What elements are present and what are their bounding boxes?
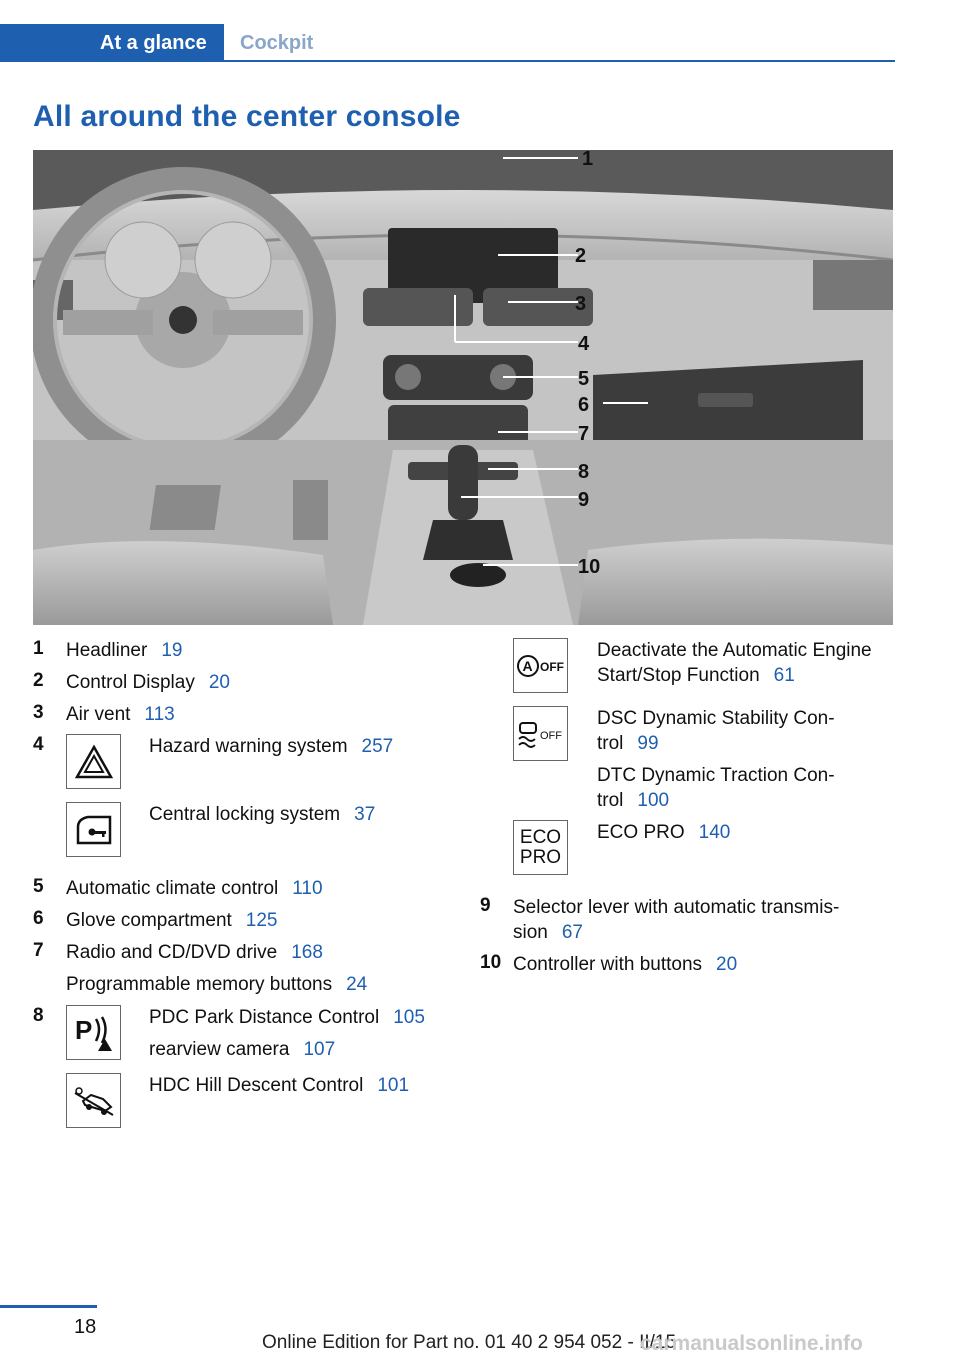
item-number: 1 <box>33 638 44 659</box>
item-label: Air vent <box>66 704 131 725</box>
footer-rule <box>0 1305 97 1308</box>
list-item <box>513 952 737 977</box>
page-ref-link[interactable]: 105 <box>393 1007 425 1028</box>
item-number: 7 <box>33 940 44 961</box>
page-ref-link[interactable]: 19 <box>161 640 183 661</box>
page-ref-link[interactable]: 257 <box>361 736 394 757</box>
auto-start-stop-off-icon <box>513 638 568 693</box>
tab-cockpit[interactable]: Cockpit <box>240 32 314 54</box>
list-item <box>66 702 175 727</box>
tab-at-a-glance[interactable]: At a glance <box>0 24 224 62</box>
page-ref-link[interactable]: 125 <box>245 910 278 931</box>
item-label: trol <box>597 790 624 811</box>
item-number: 2 <box>33 670 44 691</box>
item-label: HDC Hill Descent Control <box>149 1075 364 1096</box>
item-number: 4 <box>33 734 44 755</box>
callout-4: 4 <box>578 333 590 355</box>
item-number: 10 <box>480 952 502 973</box>
callout-5: 5 <box>578 368 590 390</box>
item-label: Programmable memory buttons <box>66 974 333 995</box>
item-label: sion <box>513 922 548 943</box>
list-item <box>66 876 323 901</box>
page-ref-link[interactable]: 113 <box>144 704 175 725</box>
page-ref-link[interactable]: 67 <box>561 922 583 943</box>
list-item <box>149 802 375 827</box>
callout-3: 3 <box>575 293 587 315</box>
item-number: 5 <box>33 876 44 897</box>
icon-text: OFF <box>539 659 564 674</box>
list-item <box>597 763 835 813</box>
callout-7: 7 <box>578 423 590 445</box>
list-item <box>66 972 367 997</box>
item-label: DSC Dynamic Stability Con- <box>597 708 835 729</box>
list-item <box>66 940 323 965</box>
central-locking-icon <box>66 802 121 857</box>
center-console-illustration <box>33 150 893 625</box>
list-item <box>597 820 730 845</box>
page-ref-link[interactable]: 107 <box>303 1039 336 1060</box>
list-item <box>149 1005 425 1030</box>
item-label: Controller with buttons <box>513 954 703 975</box>
item-label: Control Display <box>66 672 195 693</box>
item-label: Selector lever with automatic transmis- <box>513 897 840 918</box>
icon-text: PRO <box>519 846 562 868</box>
icon-text: OFF <box>539 729 562 742</box>
edition-text: Online Edition for Part no. 01 40 2 954 052 - II/15 <box>262 1332 677 1353</box>
callout-6: 6 <box>578 394 590 416</box>
item-label: Deactivate the Automatic Engine <box>597 640 872 661</box>
item-label: Headliner <box>66 640 148 661</box>
page-ref-link[interactable]: 110 <box>292 878 323 899</box>
item-label: PDC Park Distance Control <box>149 1007 380 1028</box>
list-item <box>149 1037 335 1062</box>
list-item <box>66 638 182 663</box>
page-ref-link[interactable]: 37 <box>354 804 376 825</box>
dsc-off-icon <box>513 706 568 761</box>
list-item <box>66 908 278 933</box>
list-item <box>66 670 230 695</box>
item-label: Hazard warning system <box>149 736 348 757</box>
svg-text:P: P <box>74 1014 92 1045</box>
item-label: Radio and CD/DVD drive <box>66 942 278 963</box>
item-label: rearview camera <box>149 1039 290 1060</box>
item-label: Glove compartment <box>66 910 232 931</box>
item-number: 9 <box>480 895 491 916</box>
callout-8: 8 <box>578 461 590 483</box>
list-item <box>597 706 835 756</box>
page-ref-link[interactable]: 101 <box>377 1075 410 1096</box>
hdc-icon <box>66 1073 121 1128</box>
page-ref-link[interactable]: 24 <box>346 974 368 995</box>
list-item <box>149 734 393 759</box>
page-ref-link[interactable]: 61 <box>773 665 795 686</box>
item-label: Automatic climate control <box>66 878 279 899</box>
hazard-triangle-icon <box>66 734 121 789</box>
icon-text: ECO <box>519 826 562 848</box>
item-number: 3 <box>33 702 44 723</box>
watermark: carmanualsonline.info <box>640 1332 863 1355</box>
page-ref-link[interactable]: 20 <box>208 672 230 693</box>
icon-letter: A <box>522 657 533 674</box>
page-number: 18 <box>74 1316 97 1338</box>
item-label: trol <box>597 733 624 754</box>
item-label: ECO PRO <box>597 822 685 843</box>
list-item <box>597 638 872 688</box>
item-label: Start/Stop Function <box>597 665 760 686</box>
callout-2: 2 <box>575 245 587 267</box>
eco-pro-icon <box>513 820 568 875</box>
page-ref-link[interactable]: 20 <box>716 954 738 975</box>
page-ref-link[interactable]: 140 <box>698 822 731 843</box>
list-item <box>149 1073 409 1098</box>
callout-10: 10 <box>578 556 601 578</box>
page-ref-link[interactable]: 168 <box>291 942 323 963</box>
callout-1: 1 <box>582 150 594 170</box>
callout-9: 9 <box>578 489 590 511</box>
pdc-icon <box>66 1005 121 1060</box>
list-item <box>513 895 839 945</box>
page-title: All around the center console <box>33 100 461 133</box>
page-ref-link[interactable]: 99 <box>637 733 659 754</box>
item-number: 6 <box>33 908 44 929</box>
item-label: DTC Dynamic Traction Con- <box>597 765 835 786</box>
page-ref-link[interactable]: 100 <box>637 790 670 811</box>
item-number: 8 <box>33 1005 44 1026</box>
item-label: Central locking system <box>149 804 341 825</box>
